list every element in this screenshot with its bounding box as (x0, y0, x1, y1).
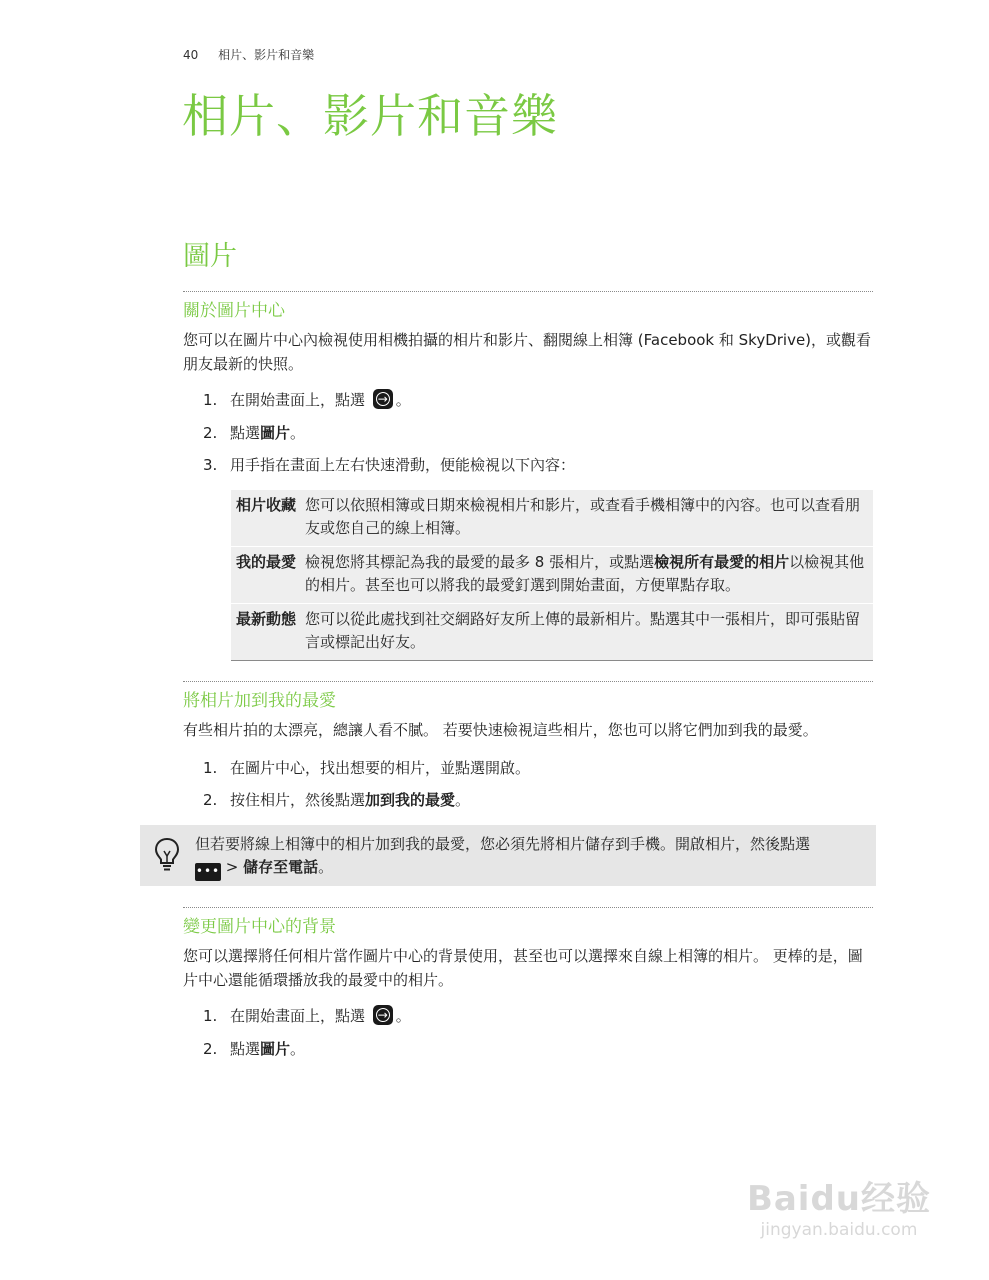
step-text: 在開始畫面上，點選 (230, 391, 366, 409)
tip-text (195, 833, 865, 881)
step-text: 點選 (230, 1040, 261, 1058)
step-bold: 圖片 (260, 1040, 291, 1058)
more-dots-icon[interactable]: ••• (195, 863, 221, 881)
step-text: 在開始畫面上，點選 (230, 1007, 366, 1025)
about-step-3 (203, 454, 575, 476)
feature-table (231, 490, 873, 661)
running-title: 相片、影片和音樂 (218, 48, 315, 62)
step-text-end: 。 (290, 1040, 306, 1058)
page-number: 40 (183, 48, 199, 62)
row-key: 相片收藏 (236, 496, 297, 514)
about-step-2 (203, 422, 305, 444)
step-text: 在圖片中心，找出想要的相片，並點選開啟。 (230, 759, 531, 777)
tip-box (140, 825, 876, 886)
about-step-1 (203, 389, 411, 411)
step-number: 1. (203, 391, 218, 409)
step-text: 點選 (230, 424, 261, 442)
step-bold: 圖片 (260, 424, 291, 442)
background-step-1 (203, 1005, 411, 1027)
lightbulb-icon (154, 837, 180, 873)
arrow-circle-icon[interactable]: → (373, 389, 393, 409)
favorites-paragraph: 有些相片拍的太漂亮，總讓人看不膩。 若要快速檢視這些相片，您也可以將它們加到我的最愛。 (183, 721, 818, 739)
table-row (231, 547, 873, 604)
tip-bold: 儲存至電話 (243, 858, 319, 876)
step-text-end: 。 (395, 391, 411, 409)
background-paragraph: 您可以選擇將任何相片當作圖片中心的背景使用，甚至也可以選擇來自線上相簿的相片。 更棒的是，圖片中心還能循環播放我的最愛中的相片。 (183, 947, 863, 989)
table-row (231, 490, 873, 547)
step-text: 按住相片，然後點選 (230, 791, 366, 809)
tip-end: 。 (318, 858, 334, 876)
step-number: 3. (203, 456, 218, 474)
desc-text-end: 以檢視其他的相片。甚至也可以將我的最愛釘選到開始畫面，方便單點存取。 (305, 553, 865, 594)
desc-bold: 檢視所有最愛的相片 (654, 553, 790, 571)
tip-line: 但若要將線上相簿中的相片加到我的最愛，您必須先將相片儲存到手機。開啟相片，然後點選 (195, 835, 811, 853)
background-step-2 (203, 1038, 305, 1060)
desc-text: 檢視您將其標記為我的最愛的最多 8 張相片，或點選 (305, 553, 655, 571)
favorites-step-1 (203, 757, 530, 779)
row-desc: 您可以依照相簿或日期來檢視相片和影片，或查看手機相簿中的內容。也可以查看朋友或您自己的線上相簿。 (305, 496, 861, 537)
step-text-end: 。 (455, 791, 471, 809)
step-number: 2. (203, 424, 218, 442)
arrow-circle-icon[interactable]: → (373, 1005, 393, 1025)
tip-separator: > (221, 858, 244, 876)
chapter-title: 相片、影片和音樂 (182, 89, 558, 143)
step-text-end: 。 (395, 1007, 411, 1025)
subheading-favorites: 將相片加到我的最愛 (183, 681, 873, 711)
subheading-about: 關於圖片中心 (183, 291, 873, 321)
step-number: 1. (203, 1007, 218, 1025)
step-number: 1. (203, 759, 218, 777)
watermark-url: jingyan.baidu.com (760, 1220, 918, 1240)
step-number: 2. (203, 1040, 218, 1058)
running-header (183, 46, 314, 63)
step-number: 2. (203, 791, 218, 809)
watermark-logo: Baidu经验 (746, 1179, 931, 1219)
step-bold: 加到我的最愛 (365, 791, 456, 809)
row-key: 我的最愛 (236, 553, 297, 571)
step-text-end: 。 (290, 424, 306, 442)
favorites-step-2 (203, 789, 470, 811)
subheading-background: 變更圖片中心的背景 (183, 907, 873, 937)
section-title: 圖片 (183, 241, 237, 272)
step-text: 用手指在畫面上左右快速滑動，便能檢視以下內容： (230, 456, 576, 474)
row-key: 最新動態 (236, 610, 297, 628)
table-row (231, 604, 873, 661)
about-paragraph: 您可以在圖片中心內檢視使用相機拍攝的相片和影片、翻閱線上相簿 (Facebook 和 SkyDrive)，或觀看朋友最新的快照。 (183, 331, 872, 373)
row-desc: 您可以從此處找到社交網路好友所上傳的最新相片。點選其中一張相片，即可張貼留言或標記出好友。 (305, 610, 861, 651)
baidu-watermark (747, 1171, 931, 1240)
row-desc (300, 547, 873, 604)
